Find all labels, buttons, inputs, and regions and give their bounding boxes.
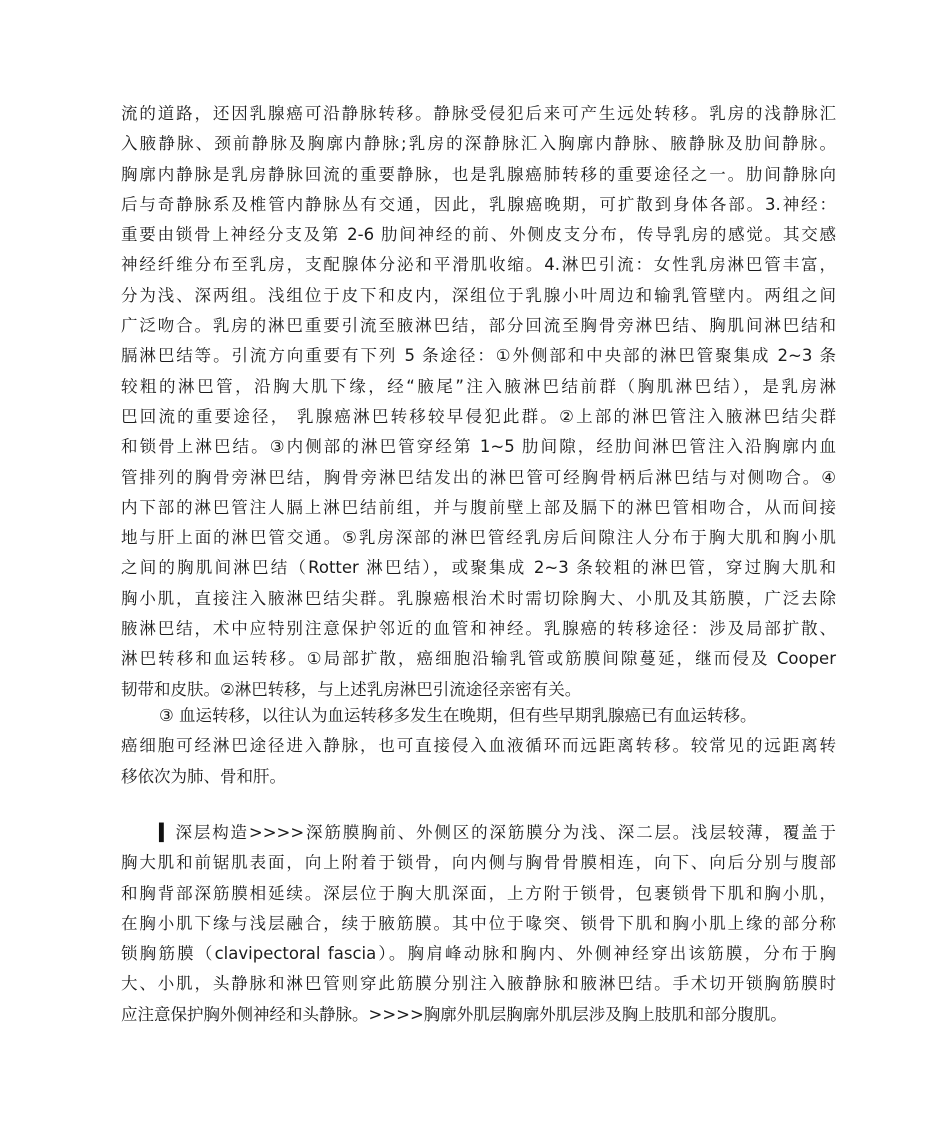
text-line: 地与肝上面的淋巴管交通。⑤乳房深部的淋巴管经乳房后间隙注人分布于胸大肌和胸小肌 bbox=[121, 528, 836, 548]
text-line: 锁胸筋膜（clavipectoral fascia）。胸肩峰动脉和胸内、外侧神经穿出该筋膜，分布于胸 bbox=[121, 944, 836, 964]
text-line: 流的道路，还因乳腺癌可沿静脉转移。静脉受侵犯后来可产生远处转移。乳房的浅静脉汇 bbox=[121, 104, 836, 123]
text-line: 在胸小肌下缘与浅层融合，续于腋筋膜。其中位于喙突、锁骨下肌和胸小肌上缘的部分称 bbox=[121, 913, 836, 933]
text-line: 入腋静脉、颈前静脉及胸廓内静脉;乳房的深静脉汇入胸廓内静脉、腋静脉及肋间静脉。 bbox=[121, 134, 836, 154]
text-line: 和锁骨上淋巴结。③内侧部的淋巴管穿经第 1~5 肋间隙，经肋间淋巴管注入沿胸廓内血 bbox=[121, 437, 836, 457]
section-marker: ▍ bbox=[159, 823, 172, 842]
text-line-content: 深层构造>>>>深筋膜胸前、外侧区的深筋膜分为浅、深二层。浅层较薄，覆盖于 bbox=[173, 823, 836, 842]
paragraph-hematogenous-metastasis bbox=[121, 701, 836, 792]
text-line: 之间的胸肌间淋巴结（Rotter 淋巴结），或聚集成 2~3 条较粗的淋巴管，穿过胸大肌和 bbox=[121, 558, 836, 578]
text-line: 移依次为肺、骨和肝。 bbox=[121, 766, 286, 786]
text-line: 膈淋巴结等。引流方向重要有下列 5 条途径：①外侧部和中央部的淋巴管聚集成 2~3 条 bbox=[121, 346, 836, 366]
text-line: 和胸背部深筋膜相延续。深层位于胸大肌深面，上方附于锁骨，包裹锁骨下肌和胸小肌， bbox=[121, 883, 836, 903]
text-line: 神经纤维分布至乳房，支配腺体分泌和平滑肌收缩。4.淋巴引流：女性乳房淋巴管丰富， bbox=[121, 255, 836, 275]
text-line bbox=[121, 818, 836, 848]
paragraph-deep-structure bbox=[121, 818, 836, 1030]
text-line: 韧带和皮肤。②淋巴转移，与上述乳房淋巴引流途径亲密有关。 bbox=[121, 679, 582, 699]
text-line: 胸大肌和前锯肌表面，向上附着于锁骨，向内侧与胸骨骨膜相连，向下、向后分别与腹部 bbox=[121, 853, 836, 873]
text-line: 巴回流的重要途径， 乳腺癌淋巴转移较早侵犯此群。②上部的淋巴管注入腋淋巴结尖群 bbox=[121, 406, 836, 426]
text-line: 胸小肌，直接注入腋淋巴结尖群。乳腺癌根治术时需切除胸大、小肌及其筋膜，广泛去除 bbox=[121, 588, 836, 608]
text-line: 胸廓内静脉是乳房静脉回流的重要静脉，也是乳腺癌肺转移的重要途径之一。肋间静脉向 bbox=[121, 164, 836, 184]
text-line: ③ 血运转移，以往认为血运转移多发生在晚期，但有些早期乳腺癌已有血运转移。 bbox=[159, 706, 757, 725]
text-line: 较粗的淋巴管，沿胸大肌下缘，经“腋尾”注入腋淋巴结前群（胸肌淋巴结），是乳房淋 bbox=[121, 376, 836, 396]
text-line: 重要由锁骨上神经分支及第 2-6 肋间神经的前、外侧皮支分布，传导乳房的感觉。其交感 bbox=[121, 225, 836, 245]
text-line: 分为浅、深两组。浅组位于皮下和皮内，深组位于乳腺小叶周边和输乳管壁内。两组之间 bbox=[121, 285, 836, 305]
text-line: 后与奇静脉系及椎管内静脉丛有交通，因此，乳腺癌晚期，可扩散到身体各部。3.神经： bbox=[121, 194, 836, 214]
text-line: 腋淋巴结，术中应特别注意保护邻近的血管和神经。乳腺癌的转移途径：涉及局部扩散、 bbox=[121, 619, 836, 639]
text-line: 大、小肌，头静脉和淋巴管则穿此筋膜分别注入腋静脉和腋淋巴结。手术切开锁胸筋膜时 bbox=[121, 974, 836, 994]
text-line: 应注意保护胸外侧神经和头静脉。>>>>胸廓外肌层胸廓外肌层涉及胸上肢肌和部分腹肌。 bbox=[121, 1004, 787, 1024]
text-line: 管排列的胸骨旁淋巴结，胸骨旁淋巴结发出的淋巴管可经胸骨柄后淋巴结与对侧吻合。④ bbox=[121, 467, 836, 487]
text-line: 广泛吻合。乳房的淋巴重要引流至腋淋巴结，部分回流至胸骨旁淋巴结、胸肌间淋巴结和 bbox=[121, 316, 836, 336]
text-line: 内下部的淋巴管注人膈上淋巴结前组，并与腹前壁上部及膈下的淋巴管相吻合，从而间接 bbox=[121, 497, 836, 517]
text-line: 淋巴转移和血运转移。①局部扩散，癌细胞沿输乳管或筋膜间隙蔓延，继而侵及 Cooper bbox=[121, 649, 836, 669]
paragraph-lymphatic-drainage bbox=[121, 99, 836, 705]
text-line: 癌细胞可经淋巴途径进入静脉，也可直接侵入血液循环而远距离转移。较常见的远距离转 bbox=[121, 736, 836, 756]
